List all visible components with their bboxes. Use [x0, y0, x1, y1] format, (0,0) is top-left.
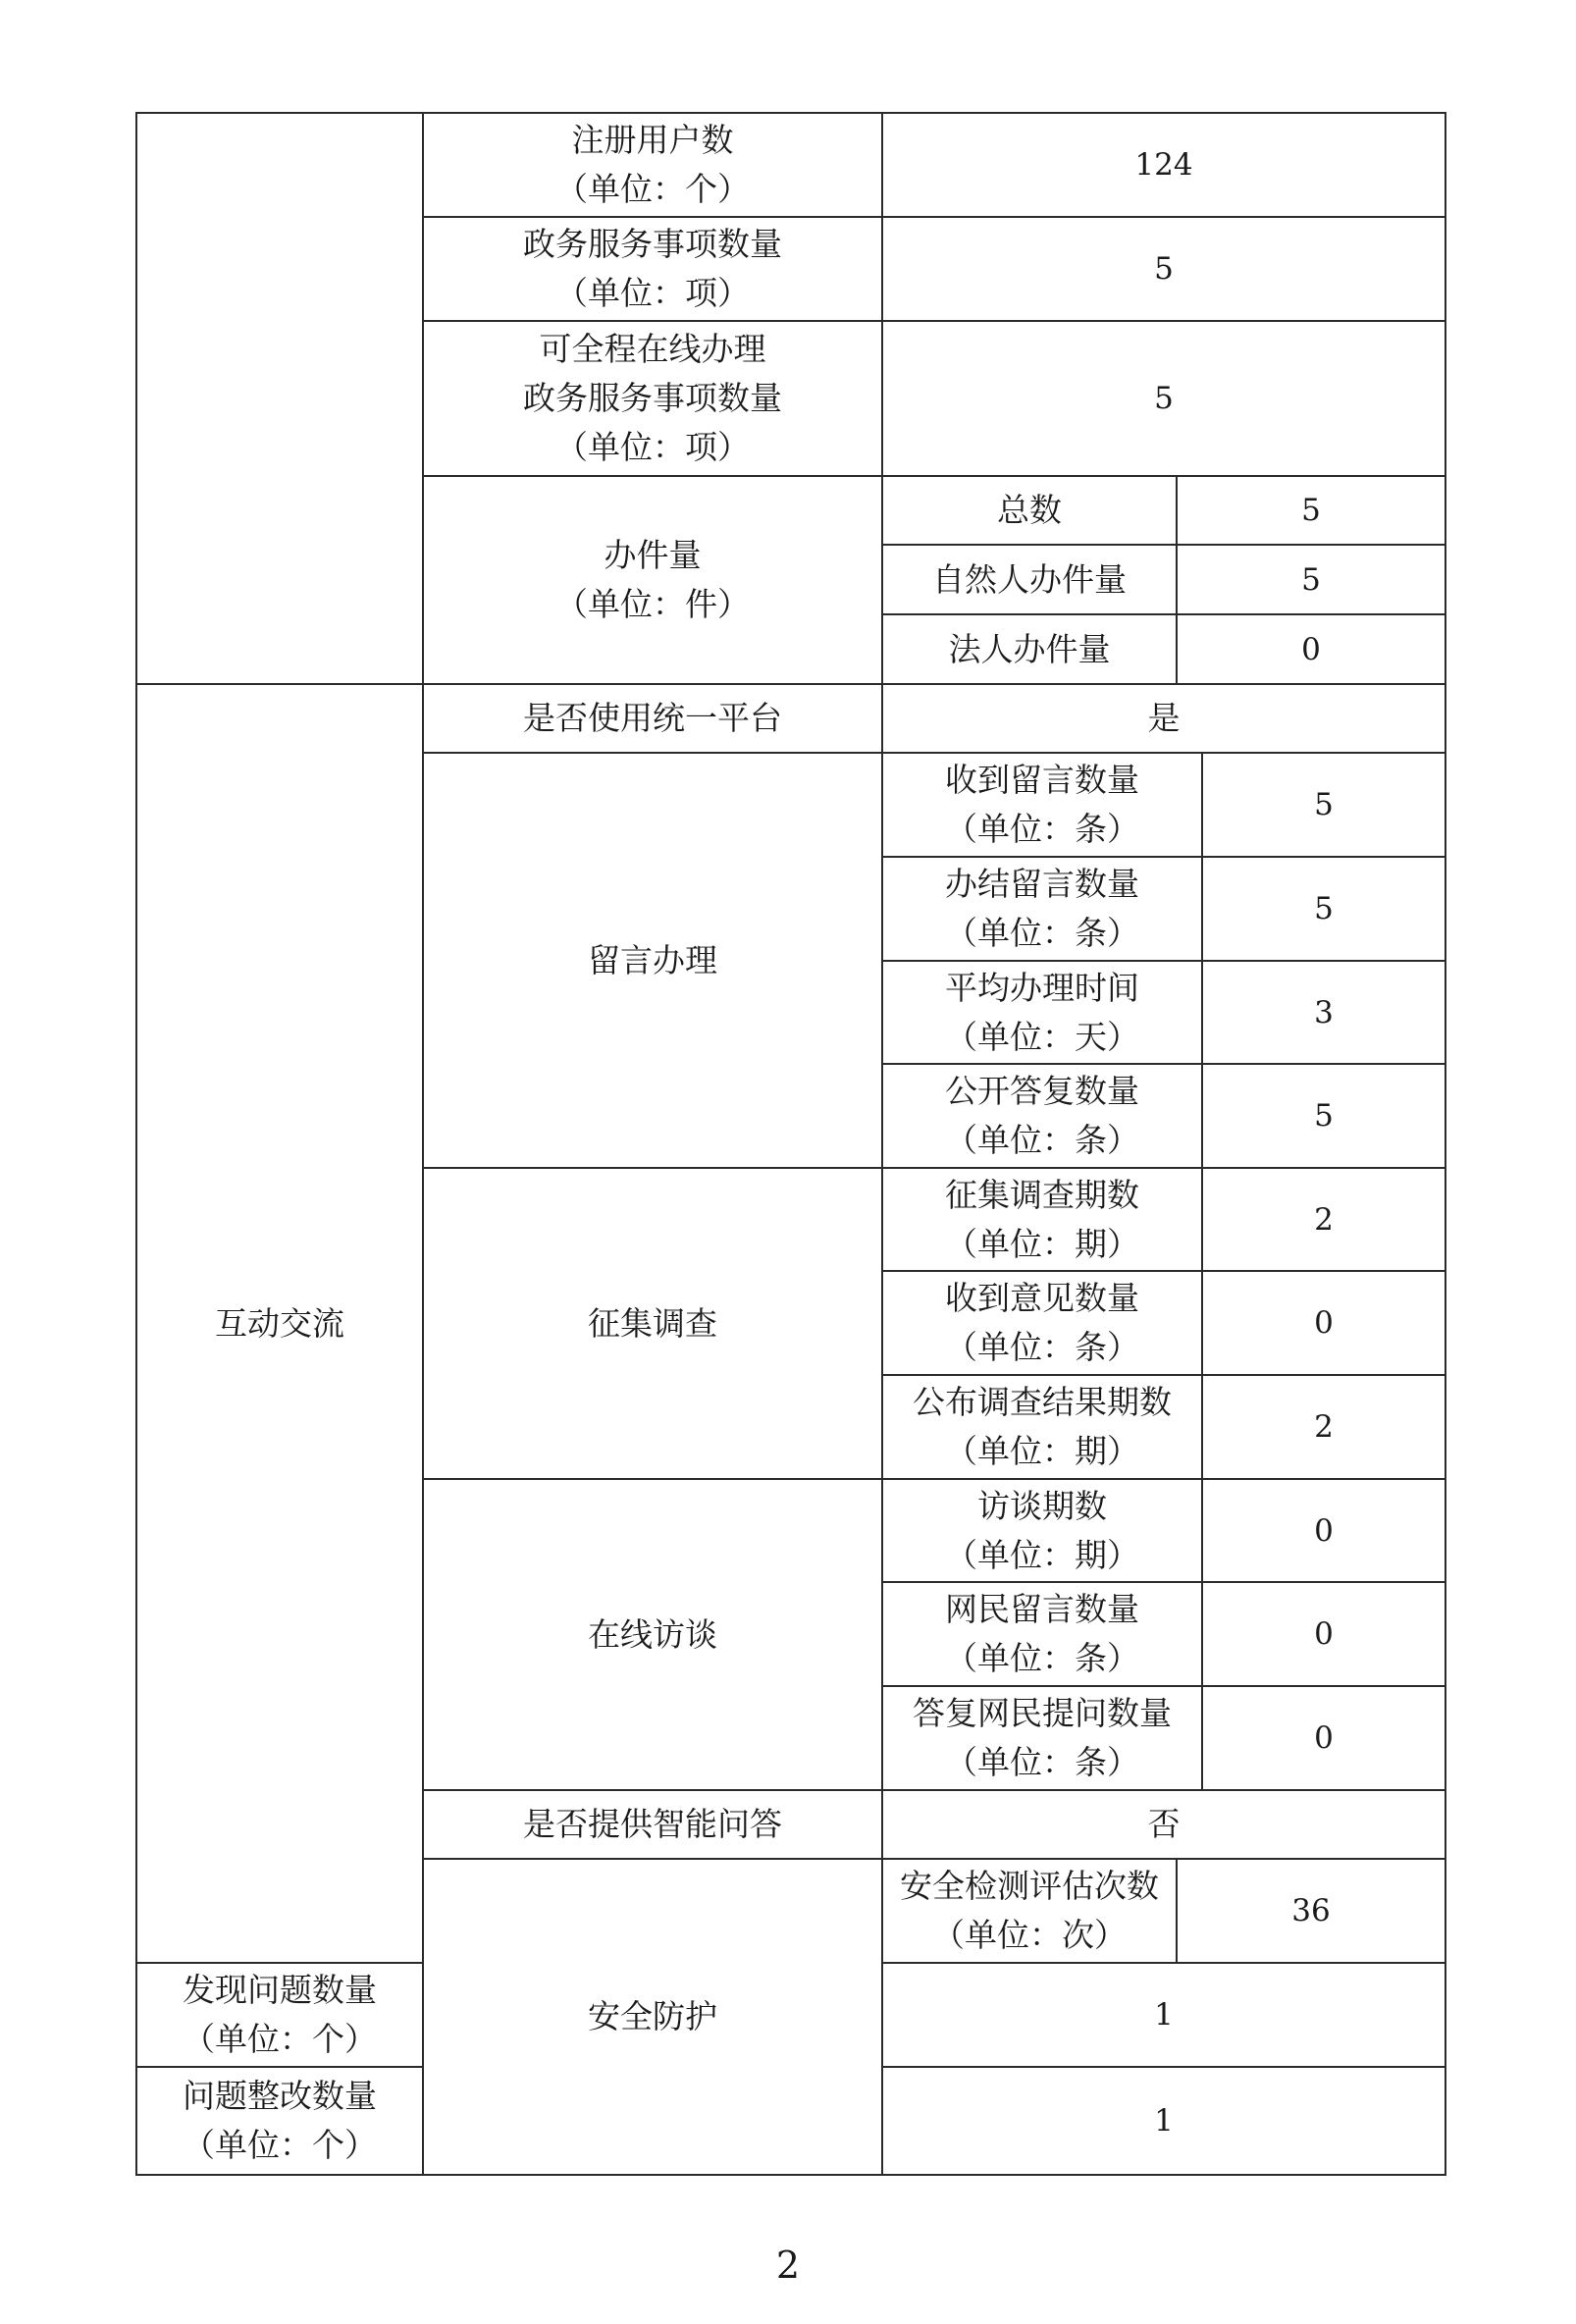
item-label-cell: 是否提供智能问答	[423, 1790, 882, 1859]
unit-label: （单位：期）	[945, 1224, 1139, 1263]
value-cell: 5	[1202, 857, 1445, 961]
value-cell: 0	[1202, 1582, 1445, 1686]
value-cell: 5	[1202, 753, 1445, 857]
item-label-cell	[423, 476, 882, 684]
sub-item-label-cell	[882, 1168, 1202, 1271]
unit-label: （单位：个）	[555, 170, 750, 208]
sub-item-label: 征集调查期数	[945, 1175, 1139, 1214]
value-cell: 36	[1177, 1859, 1445, 1963]
unit-label: （单位：期）	[945, 1432, 1139, 1470]
value-cell: 0	[1202, 1479, 1445, 1582]
item-label-cell	[882, 1859, 1177, 1963]
item-label-cell: 是否使用统一平台	[423, 684, 882, 753]
sub-item-label: 收到留言数量	[945, 761, 1139, 799]
value-cell: 5	[1177, 545, 1445, 614]
value-cell: 是	[882, 684, 1445, 753]
value-cell: 5	[1177, 476, 1445, 545]
value-cell: 否	[882, 1790, 1445, 1859]
sub-item-label: 答复网民提问数量	[913, 1694, 1172, 1732]
item-label-cell	[136, 1963, 423, 2067]
unit-label: （单位：天）	[945, 1017, 1139, 1056]
unit-label: （单位：个）	[183, 2126, 377, 2164]
value-cell: 5	[1202, 1064, 1445, 1168]
unit-label: （单位：项）	[555, 428, 750, 466]
category-cell: 互动交流	[136, 684, 423, 1963]
sub-item-label-cell	[882, 1686, 1202, 1790]
statistics-table	[135, 112, 1446, 2176]
unit-label: （单位：项）	[555, 274, 750, 312]
table-row	[136, 113, 1445, 217]
value-cell: 1	[882, 2067, 1445, 2175]
item-label: 政务服务事项数量	[523, 379, 782, 417]
page-number: 2	[775, 2244, 801, 2287]
sub-item-label: 网民留言数量	[945, 1590, 1139, 1628]
item-label: 政务服务事项数量	[523, 225, 782, 263]
unit-label: （单位：条）	[945, 1121, 1139, 1159]
item-label-cell: 征集调查	[423, 1168, 882, 1479]
item-label: 可全程在线办理	[539, 330, 766, 368]
item-label-cell	[423, 113, 882, 217]
item-label: 注册用户数	[571, 121, 734, 159]
item-label: 问题整改数量	[183, 2077, 377, 2115]
unit-label: （单位：个）	[183, 2020, 377, 2058]
sub-item-label: 收到意见数量	[945, 1279, 1139, 1317]
value-cell: 124	[882, 113, 1445, 217]
sub-item-label-cell	[882, 1582, 1202, 1686]
sub-item-label: 法人办件量	[882, 614, 1177, 684]
sub-item-label-cell	[882, 1064, 1202, 1168]
unit-label: （单位：件）	[555, 585, 750, 623]
item-label: 安全检测评估次数	[900, 1867, 1159, 1905]
value-cell: 0	[1202, 1271, 1445, 1375]
sub-item-label: 办结留言数量	[945, 865, 1139, 903]
category-cell-blank	[136, 113, 423, 684]
sub-item-label-cell	[882, 1375, 1202, 1479]
unit-label: （单位：条）	[945, 1328, 1139, 1366]
item-label: 发现问题数量	[183, 1971, 377, 2009]
value-cell: 5	[882, 321, 1445, 476]
unit-label: （单位：条）	[945, 1639, 1139, 1677]
item-label-cell	[136, 2067, 423, 2175]
sub-item-label: 自然人办件量	[882, 545, 1177, 614]
unit-label: （单位：次）	[932, 1916, 1127, 1954]
sub-item-label-cell	[882, 1479, 1202, 1582]
unit-label: （单位：条）	[945, 810, 1139, 848]
value-cell: 5	[882, 217, 1445, 321]
sub-item-label: 访谈期数	[977, 1486, 1107, 1525]
value-cell: 0	[1202, 1686, 1445, 1790]
item-label: 办件量	[604, 536, 702, 574]
sub-item-label: 公布调查结果期数	[913, 1383, 1172, 1421]
value-cell: 1	[882, 1963, 1445, 2067]
category-cell: 安全防护	[423, 1859, 882, 2175]
table-row	[136, 684, 1445, 753]
value-cell: 0	[1177, 614, 1445, 684]
sub-item-label-cell	[882, 961, 1202, 1064]
sub-item-label: 总数	[882, 476, 1177, 545]
item-label-cell: 留言办理	[423, 753, 882, 1168]
sub-item-label-cell	[882, 753, 1202, 857]
value-cell: 2	[1202, 1375, 1445, 1479]
item-label-cell	[423, 321, 882, 476]
value-cell: 2	[1202, 1168, 1445, 1271]
sub-item-label-cell	[882, 857, 1202, 961]
item-label-cell: 在线访谈	[423, 1479, 882, 1790]
unit-label: （单位：条）	[945, 914, 1139, 952]
item-label-cell	[423, 217, 882, 321]
sub-item-label: 公开答复数量	[945, 1072, 1139, 1110]
unit-label: （单位：条）	[945, 1743, 1139, 1781]
value-cell: 3	[1202, 961, 1445, 1064]
sub-item-label: 平均办理时间	[945, 968, 1139, 1007]
sub-item-label-cell	[882, 1271, 1202, 1375]
unit-label: （单位：期）	[945, 1535, 1139, 1574]
